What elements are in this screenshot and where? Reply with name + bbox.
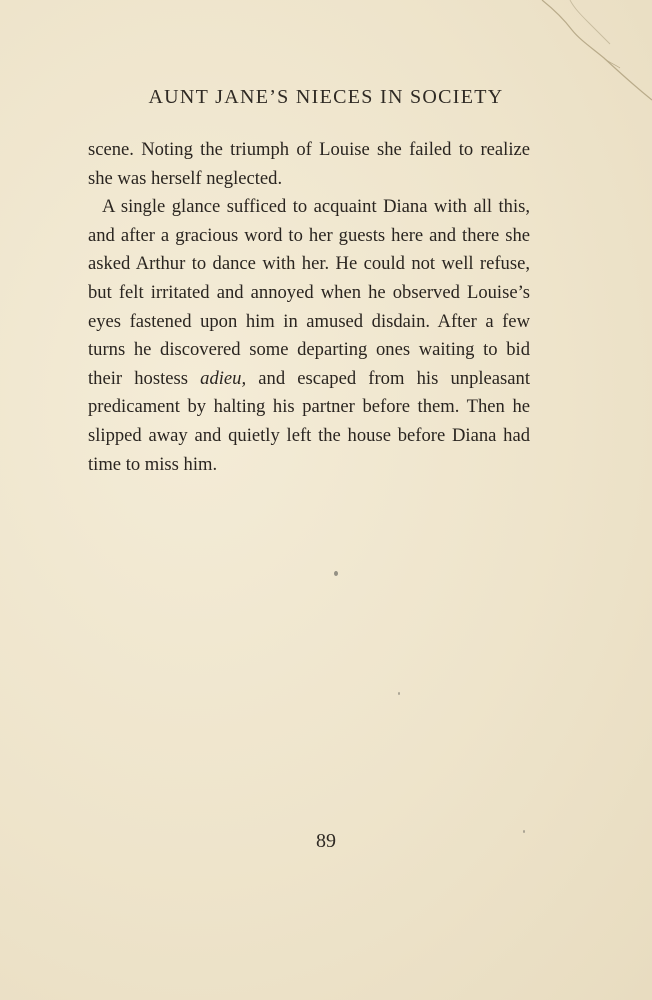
paragraph-text: A single glance sufficed to acquaint Diana with all this, and after a gracious word to her guests here and there she asked Arthur to dance with her. He could not well refuse, but felt irritated and annoyed when he observed Louise’s eyes fastened upon him in amused disdain. After a few turns he discovered some departing ones waiting to bid their hostess bbox=[88, 196, 530, 389]
body-text bbox=[88, 136, 530, 479]
ink-speck bbox=[334, 571, 338, 576]
ink-speck bbox=[398, 692, 400, 695]
paragraph-text: scene. Noting the triumph of Louise she failed to realize she was herself neglected. bbox=[88, 139, 530, 189]
italic-word: adieu, bbox=[200, 367, 247, 389]
page-number: 89 bbox=[316, 830, 336, 852]
paragraph bbox=[88, 136, 530, 193]
running-head: AUNT JANE’S NIECES IN SOCIETY bbox=[148, 86, 504, 108]
paragraph bbox=[88, 193, 530, 479]
paragraph-text: and escaped from his unpleasant predicament by halting his partner before them. Then he slipped away and quietly left the house before Diana had time to miss him. bbox=[88, 367, 530, 475]
